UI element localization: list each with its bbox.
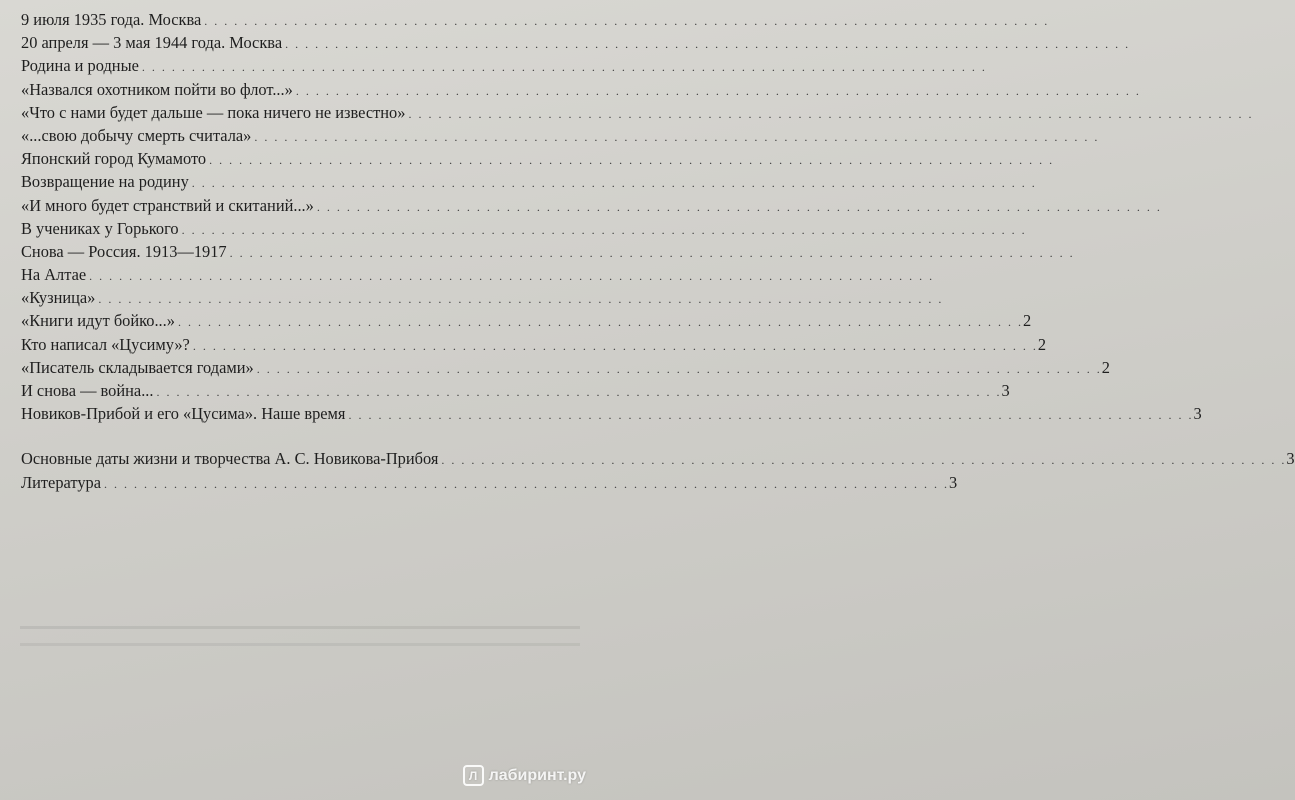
toc-dot-leader: . . . . . . . . . . . . . . . . . . . . . . . . . . . . . . . . . . . . . . . . . . . . . . . . . . . . . . . . . . . . . . . . . . . . . . . . . . . . . . . . . . . . . [204, 14, 1050, 28]
toc-entry [21, 263, 935, 286]
toc-entry [21, 309, 1032, 332]
toc-dot-leader: . . . . . . . . . . . . . . . . . . . . . . . . . . . . . . . . . . . . . . . . . . . . . . . . . . . . . . . . . . . . . . . . . . . . . . . . . . . . . . . . . . . . . [103, 476, 949, 491]
toc-page-number: 2 [1037, 334, 1047, 354]
toc-entry-title: Снова — Россия. 1913—1917 [21, 241, 227, 261]
toc-entry [21, 8, 1050, 31]
toc-entry [21, 194, 1162, 217]
toc-entry-title: Возвращение на родину [21, 172, 189, 192]
toc-entry-title: «Писатель складывается годами» [21, 357, 254, 377]
toc-entry [21, 356, 1110, 379]
toc-entry [21, 333, 1047, 356]
toc-entry [21, 31, 1131, 54]
toc-entry-title: В учениках у Горького [21, 218, 179, 238]
toc-dot-leader: . . . . . . . . . . . . . . . . . . . . . . . . . . . . . . . . . . . . . . . . . . . . . . . . . . . . . . . . . . . . . . . . . . . . . . . . . . . . . . . . . . . . . [141, 60, 987, 75]
toc-page-number: 3 [948, 472, 958, 492]
toc-entry-title: И снова — война... [21, 381, 154, 400]
toc-entry [21, 240, 1075, 263]
toc-page-number: 2 [1101, 357, 1110, 377]
toc-dot-leader: . . . . . . . . . . . . . . . . . . . . . . . . . . . . . . . . . . . . . . . . . . . . . . . . . . . . . . . . . . . . . . . . . . . . . . . . . . . . . . . . . . . . . [254, 129, 1100, 144]
toc-dot-leader: . . . . . . . . . . . . . . . . . . . . . . . . . . . . . . . . . . . . . . . . . . . . . . . . . . . . . . . . . . . . . . . . . . . . . . . . . . . . . . . . . . . . . [408, 106, 1254, 121]
toc-dot-leader: . . . . . . . . . . . . . . . . . . . . . . . . . . . . . . . . . . . . . . . . . . . . . . . . . . . . . . . . . . . . . . . . . . . . . . . . . . . . . . . . . . . . . [192, 338, 1038, 353]
toc-dot-leader: . . . . . . . . . . . . . . . . . . . . . . . . . . . . . . . . . . . . . . . . . . . . . . . . . . . . . . . . . . . . . . . . . . . . . . . . . . . . . . . . . . . . . [441, 453, 1287, 468]
toc-entry [21, 124, 1100, 147]
toc-dot-leader: . . . . . . . . . . . . . . . . . . . . . . . . . . . . . . . . . . . . . . . . . . . . . . . . . . . . . . . . . . . . . . . . . . . . . . . . . . . . . . . . . . . . . [229, 245, 1075, 260]
toc-entry [21, 54, 987, 77]
toc-entry-title: 20 апреля — 3 мая 1944 года. Москва [21, 33, 283, 53]
toc-entry-title: «Кузница» [21, 288, 96, 308]
toc-entry [21, 101, 1254, 124]
toc-dot-leader: . . . . . . . . . . . . . . . . . . . . . . . . . . . . . . . . . . . . . . . . . . . . . . . . . . . . . . . . . . . . . . . . . . . . . . . . . . . . . . . . . . . . . [181, 222, 1027, 237]
toc-entry-title: «И много будет странствий и скитаний...» [21, 195, 314, 215]
toc-entry [21, 217, 1027, 240]
toc-page-number: 2 [1022, 311, 1032, 331]
toc-entry-title: Литература [21, 472, 101, 492]
toc-dot-leader: . . . . . . . . . . . . . . . . . . . . . . . . . . . . . . . . . . . . . . . . . . . . . . . . . . . . . . . . . . . . . . . . . . . . . . . . . . . . . . . . . . . . . [191, 176, 1037, 191]
toc-entry-title: «...свою добычу смерть считала» [21, 125, 252, 145]
toc-entry-title: Родина и родные [21, 56, 139, 76]
toc-entry [21, 447, 1295, 470]
toc-entry-title: Новиков-Прибой и его «Цусима». Наше время [21, 404, 346, 424]
watermark-text: лабиринт.ру [488, 766, 586, 784]
toc-entry [21, 78, 1141, 101]
toc-entry-title: Кто написал «Цусиму»? [21, 334, 190, 354]
toc-entry [21, 379, 1010, 402]
toc-entry-title: «Назвался охотником пойти во флот...» [21, 79, 293, 99]
toc-entry [21, 286, 944, 309]
toc-dot-leader: . . . . . . . . . . . . . . . . . . . . . . . . . . . . . . . . . . . . . . . . . . . . . . . . . . . . . . . . . . . . . . . . . . . . . . . . . . . . . . . . . . . . . [209, 153, 1055, 168]
toc-entry [21, 147, 1055, 170]
toc-entry-title: «Что с нами будет дальше — пока ничего не известно» [21, 102, 406, 122]
toc-entry-title: «Книги идут бойко...» [21, 311, 175, 331]
toc-dot-leader: . . . . . . . . . . . . . . . . . . . . . . . . . . . . . . . . . . . . . . . . . . . . . . . . . . . . . . . . . . . . . . . . . . . . . . . . . . . . . . . . . . . . . [156, 385, 1002, 399]
toc-entry [21, 170, 1037, 193]
toc-dot-leader: . . . . . . . . . . . . . . . . . . . . . . . . . . . . . . . . . . . . . . . . . . . . . . . . . . . . . . . . . . . . . . . . . . . . . . . . . . . . . . . . . . . . . [177, 315, 1023, 330]
toc-entry-title: Основные даты жизни и творчества А. С. Новикова-Прибоя [21, 449, 439, 469]
toc-dot-leader: . . . . . . . . . . . . . . . . . . . . . . . . . . . . . . . . . . . . . . . . . . . . . . . . . . . . . . . . . . . . . . . . . . . . . . . . . . . . . . . . . . . . . [98, 292, 944, 307]
watermark [463, 765, 586, 786]
table-of-contents [21, 8, 1295, 494]
toc-entry [21, 471, 958, 494]
toc-dot-leader: . . . . . . . . . . . . . . . . . . . . . . . . . . . . . . . . . . . . . . . . . . . . . . . . . . . . . . . . . . . . . . . . . . . . . . . . . . . . . . . . . . . . . [256, 361, 1102, 376]
toc-dot-leader: . . . . . . . . . . . . . . . . . . . . . . . . . . . . . . . . . . . . . . . . . . . . . . . . . . . . . . . . . . . . . . . . . . . . . . . . . . . . . . . . . . . . . [348, 408, 1194, 423]
toc-entry [21, 402, 1202, 425]
bleed-through-band [20, 626, 580, 646]
toc-dot-leader: . . . . . . . . . . . . . . . . . . . . . . . . . . . . . . . . . . . . . . . . . . . . . . . . . . . . . . . . . . . . . . . . . . . . . . . . . . . . . . . . . . . . . [285, 37, 1131, 52]
toc-entry-title: Японский город Кумамото [21, 149, 207, 169]
toc-dot-leader: . . . . . . . . . . . . . . . . . . . . . . . . . . . . . . . . . . . . . . . . . . . . . . . . . . . . . . . . . . . . . . . . . . . . . . . . . . . . . . . . . . . . . [295, 83, 1141, 98]
labyrinth-logo-icon: Л [463, 765, 484, 786]
toc-page-number: 3 [1286, 449, 1295, 469]
toc-entry-title: На Алтае [21, 265, 87, 285]
toc-section-gap [21, 425, 600, 447]
toc-entry-title: 9 июля 1935 года. Москва [21, 10, 202, 29]
toc-dot-leader: . . . . . . . . . . . . . . . . . . . . . . . . . . . . . . . . . . . . . . . . . . . . . . . . . . . . . . . . . . . . . . . . . . . . . . . . . . . . . . . . . . . . . [89, 269, 935, 284]
toc-page-number: 3 [1001, 381, 1010, 400]
toc-dot-leader: . . . . . . . . . . . . . . . . . . . . . . . . . . . . . . . . . . . . . . . . . . . . . . . . . . . . . . . . . . . . . . . . . . . . . . . . . . . . . . . . . . . . . [316, 199, 1162, 214]
toc-page-number: 3 [1193, 404, 1202, 424]
